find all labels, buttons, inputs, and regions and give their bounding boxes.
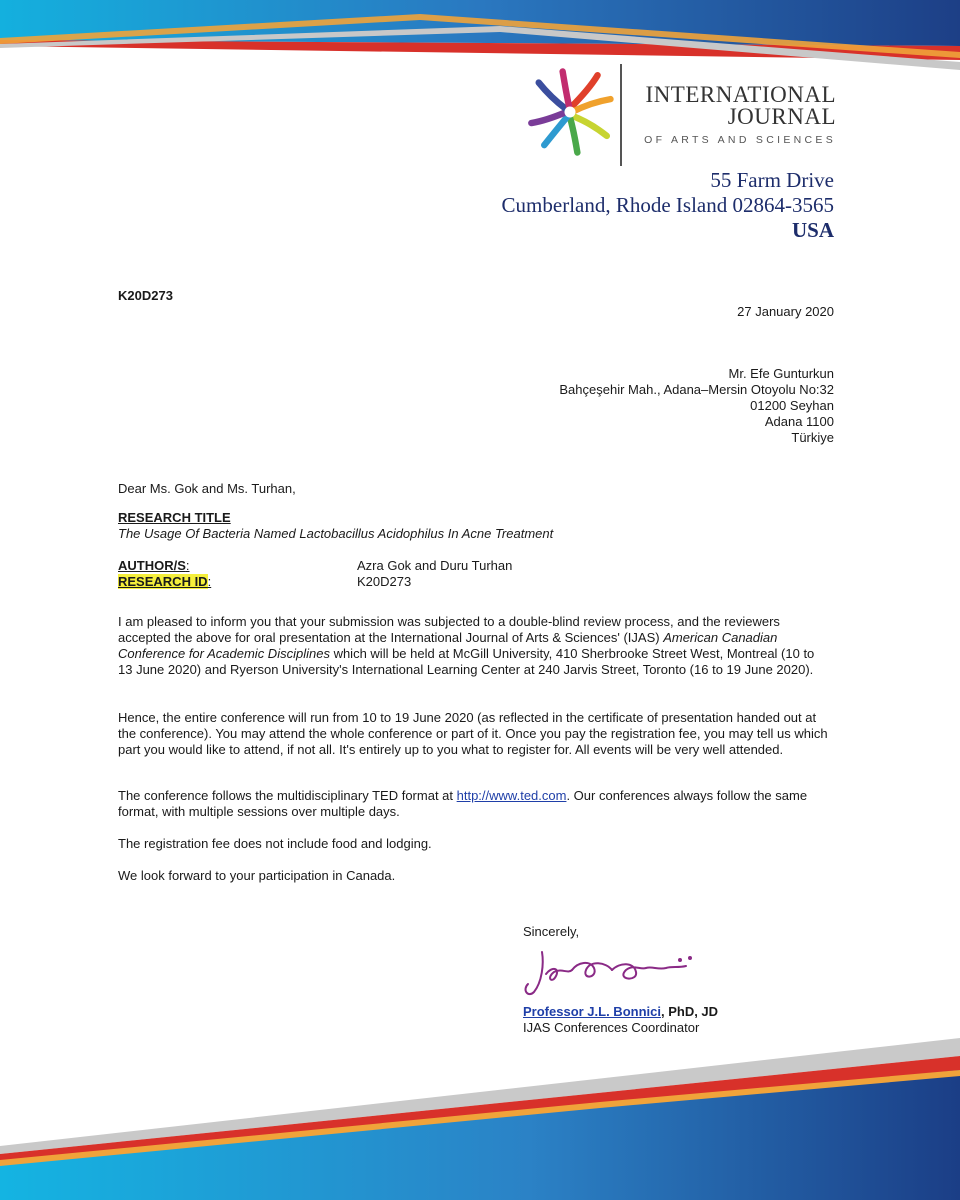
letter-date: 27 January 2020 (737, 304, 834, 319)
authors-value: Azra Gok and Duru Turhan (357, 558, 513, 573)
recipient-line: Adana 1100 (764, 414, 834, 429)
recipient-address (559, 366, 834, 446)
paragraph-text: . Our conferences always follow the same format, with multiple sessions over multiple days. (118, 788, 808, 819)
recipient-line: 01200 Seyhan (750, 398, 834, 413)
signer-name-row (523, 1004, 718, 1020)
signer-name-link[interactable]: Professor J.L. Bonnici (523, 1004, 661, 1019)
signer-credentials: , PhD, JD (660, 1004, 719, 1019)
address-country: USA (791, 218, 834, 242)
recipient-line: Bahçeşehir Mah., Adana–Mersin Otoyolu No:32 (559, 382, 834, 397)
paragraph-fee: The registration fee does not include food and lodging. (118, 836, 432, 851)
paragraph-acceptance (118, 614, 830, 678)
conference-name: American Canadian Conference for Academic Disciplines (118, 630, 778, 661)
salutation: Dear Ms. Gok and Ms. Turhan, (118, 481, 296, 496)
logo-divider (620, 64, 622, 166)
reference-number: K20D273 (118, 288, 173, 303)
paragraph-text: which will be held at McGill University, 410 Sherbrooke Street West, Montreal (10 to 13 June 2020) and Ryerson University's International Learning Center at 240 Jarvis Street, Toronto (16 to 19 June 2020). (118, 646, 815, 677)
paragraph-closing: We look forward to your participation in Canada. (118, 868, 396, 883)
paragraph-schedule: Hence, the entire conference will run from 10 to 19 June 2020 (as reflected in the certificate of presentation handed out at the conference). You may attend the whole conference or part of it. Once you pay the registration fee, you may tell us which part you would like to attend, if not all. It's entirely up to you what to register for. All events will be very well attended. (118, 710, 828, 757)
authors-label-row: AUTHOR/S: (118, 558, 190, 573)
signer-role: IJAS Conferences Coordinator (523, 1020, 700, 1035)
research-id-label-row: RESEARCH ID: (118, 574, 212, 589)
authors-label: AUTHOR/S (118, 558, 186, 573)
recipient-line: Mr. Efe Gunturkun (728, 366, 834, 381)
pinwheel-logo-icon (524, 62, 616, 162)
research-title-label: RESEARCH TITLE (118, 510, 231, 525)
paragraph-text: I am pleased to inform you that your submission was subjected to a double-blind review process, and the reviewers accepted the above for oral presentation at the International Journal of Arts & Sciences' (IJAS) (118, 614, 780, 645)
research-id-label: RESEARCH ID (118, 574, 208, 589)
paragraph-format (118, 788, 830, 820)
sender-address (502, 168, 834, 243)
signature-image (520, 944, 700, 1000)
research-title-value: The Usage Of Bacteria Named Lactobacillus Acidophilus In Acne Treatment (118, 526, 554, 541)
bottom-banner-decoration (0, 1020, 960, 1200)
logo-line-journal: JOURNAL (727, 104, 836, 129)
paragraph-text: The conference follows the multidisciplinary TED format at (118, 788, 457, 803)
logo-wordmark (630, 84, 836, 146)
journal-logo (524, 62, 836, 168)
research-id-value: K20D273 (357, 574, 412, 589)
ted-link[interactable]: http://www.ted.com (456, 788, 567, 803)
address-city: Cumberland, Rhode Island 02864-3565 (501, 193, 834, 217)
logo-line-arts-sciences: OF ARTS AND SCIENCES (644, 134, 836, 146)
closing-sincerely: Sincerely, (523, 924, 580, 939)
address-street: 55 Farm Drive (710, 168, 834, 192)
recipient-line: Türkiye (791, 430, 834, 445)
logo-line-international: INTERNATIONAL (645, 82, 836, 107)
